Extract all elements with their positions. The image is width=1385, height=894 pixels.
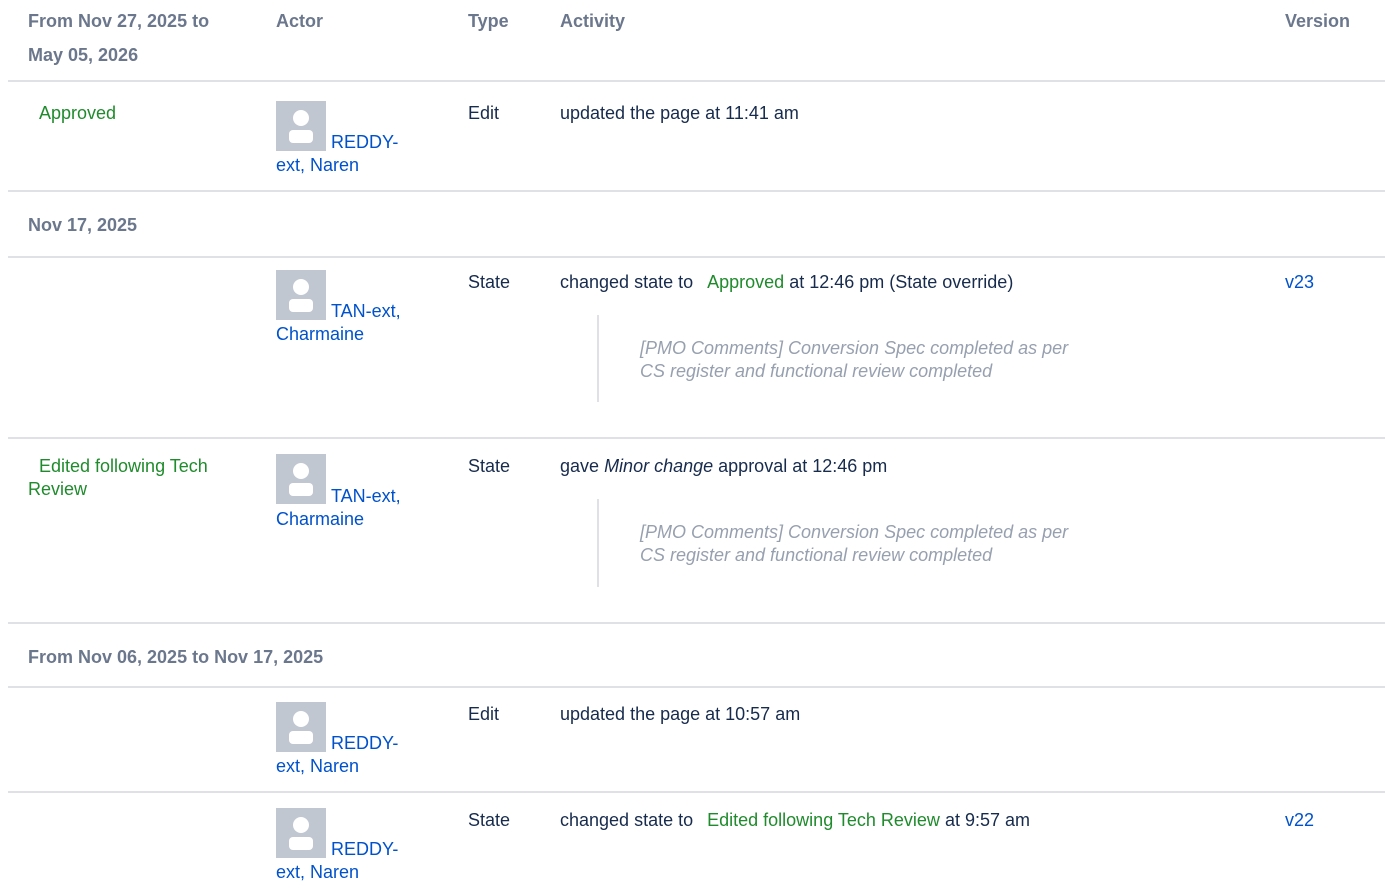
actor-link[interactable] [276,732,398,778]
version-link[interactable]: v22 [1285,810,1315,830]
state-label [28,455,208,501]
comment-line2: CS register and functional review completed [640,545,993,565]
date-range-line1: From Nov 27, 2025 to [28,11,210,31]
group-date-header: Nov 17, 2025 [28,215,138,235]
comment-line2: CS register and functional review completed [640,361,993,381]
activity-text: at 12:46 pm (State override) [789,272,1014,292]
activity-cell: updated the page at 11:41 am [560,103,799,123]
comment-divider [597,315,599,402]
comment-divider [597,499,599,587]
actor-link[interactable] [276,300,401,346]
divider [8,791,1385,793]
date-range-line2: May 05, 2026 [28,45,139,65]
activity-text: changed state to [560,272,694,292]
version-link[interactable]: v23 [1285,272,1315,292]
group-date-header: From Nov 06, 2025 to Nov 17, 2025 [28,647,324,667]
actor-link[interactable] [276,838,398,884]
actor-name-line1[interactable]: REDDY- [331,132,399,152]
activity-cell [560,455,887,478]
state-label: Edited following Tech Review [707,810,940,830]
actor-name-line2[interactable]: Charmaine [276,324,365,344]
comment-line1: [PMO Comments] Conversion Spec completed as per [640,338,1069,358]
date-column-header [28,4,258,72]
type-cell: State [468,456,511,476]
actor-name-line2[interactable]: Charmaine [276,509,365,529]
activity-text: gave [560,456,600,476]
comment [640,521,1130,567]
state-label-line2: Review [28,479,88,499]
activity-cell [560,271,1013,294]
type-column-header: Type [468,11,509,31]
comment-line1: [PMO Comments] Conversion Spec completed as per [640,522,1069,542]
actor-name-line1[interactable]: TAN-ext, [331,486,401,506]
approval-type: Minor change [604,456,714,476]
type-cell: Edit [468,704,500,724]
divider [8,190,1385,192]
type-cell: Edit [468,103,500,123]
actor-column-header: Actor [276,11,324,31]
activity-text: approval at 12:46 pm [718,456,888,476]
divider [8,80,1385,82]
version-column-header: Version [1285,11,1351,31]
actor-link[interactable] [276,485,401,531]
actor-name-line1[interactable]: REDDY- [331,839,399,859]
state-label: Approved [707,272,785,292]
type-cell: State [468,810,511,830]
activity-column-header: Activity [560,11,626,31]
state-label: Approved [39,103,117,123]
activity-cell [560,809,1030,832]
activity-cell: updated the page at 10:57 am [560,704,801,724]
actor-name-line1[interactable]: REDDY- [331,733,399,753]
activity-text: changed state to [560,810,694,830]
divider [8,256,1385,258]
divider [8,686,1385,688]
actor-link[interactable] [276,131,398,177]
actor-name-line2[interactable]: ext, Naren [276,756,360,776]
type-cell: State [468,272,511,292]
actor-name-line2[interactable]: ext, Naren [276,862,360,882]
comment [640,337,1130,383]
divider [8,437,1385,439]
activity-text: at 9:57 am [944,810,1030,830]
divider [8,622,1385,624]
state-label-line1: Edited following Tech [39,456,208,476]
actor-name-line2[interactable]: ext, Naren [276,155,360,175]
actor-name-line1[interactable]: TAN-ext, [331,301,401,321]
